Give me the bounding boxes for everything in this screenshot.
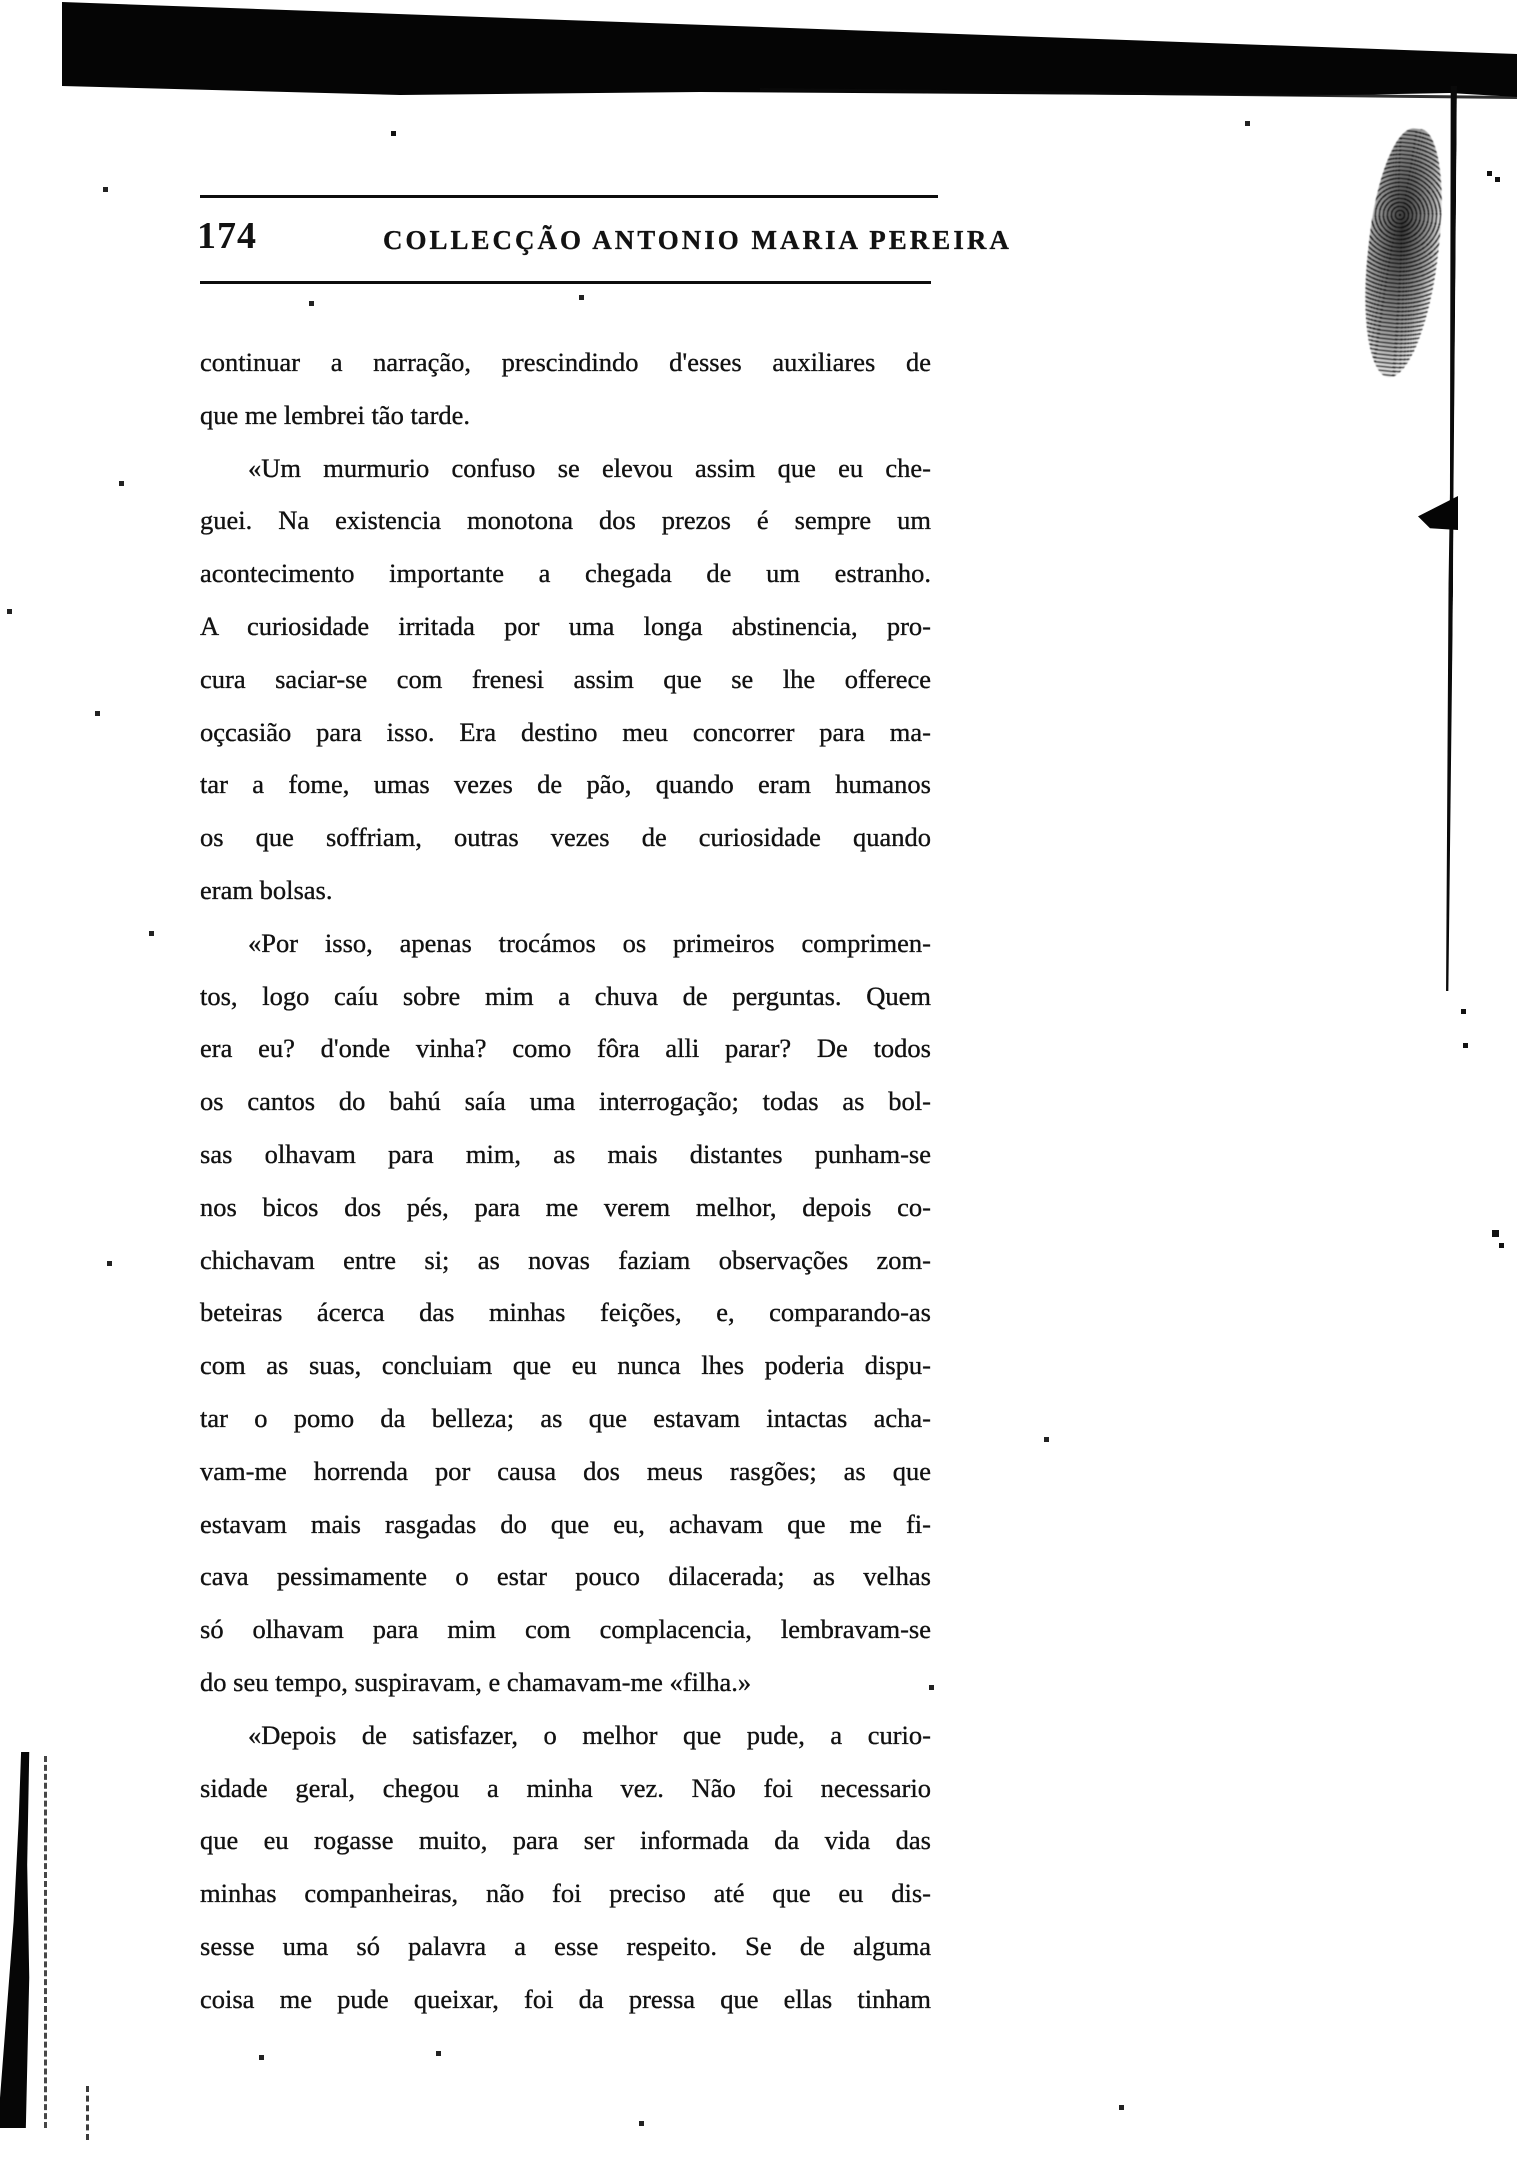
- scan-artifact-bottom-left-streak: [0, 1752, 34, 2128]
- text-line: só olhavam para mim com complacencia, lembravam-se: [200, 1614, 931, 1645]
- header-rule-top: [200, 195, 938, 198]
- text-line: tar o pomo da belleza; as que estavam intactas acha-: [200, 1402, 931, 1433]
- text-line: eram bolsas.: [200, 874, 333, 905]
- text-line: «Um murmurio confuso se elevou assim que eu che-: [248, 452, 931, 483]
- scan-artifact-dashed-line: [86, 2086, 89, 2140]
- text-line: cura saciar-se com frenesi assim que se lhe offerece: [200, 663, 931, 694]
- text-line: cava pessimamente o estar pouco dilacerada; as velhas: [200, 1561, 931, 1592]
- text-line: do seu tempo, suspiravam, e chamavam-me «filha.»: [200, 1666, 752, 1697]
- text-line: vam-me horrenda por causa dos meus rasgões; as que: [200, 1455, 931, 1486]
- text-line: que eu rogasse muito, para ser informada da vida das: [200, 1825, 931, 1856]
- scan-artifact-arrow-mark: [1418, 496, 1458, 530]
- scan-noise-specks: [0, 0, 3, 3]
- text-line: A curiosidade irritada por uma longa abstinencia, pro-: [200, 610, 931, 641]
- text-line: tar a fome, umas vezes de pão, quando eram humanos: [200, 769, 931, 800]
- text-line: tos, logo caíu sobre mim a chuva de perguntas. Quem: [200, 980, 931, 1011]
- text-line: com as suas, concluiam que eu nunca lhes poderia dispu-: [200, 1350, 931, 1381]
- text-line: nos bicos dos pés, para me verem melhor, depois co-: [200, 1191, 931, 1222]
- text-line: «Por isso, apenas trocámos os primeiros comprimen-: [248, 927, 931, 958]
- text-line: guei. Na existencia monotona dos prezos é sempre um: [200, 505, 931, 536]
- scan-artifact-dashed-line: [44, 1756, 47, 2128]
- text-line: chichavam entre si; as novas faziam observações zom-: [200, 1244, 931, 1275]
- text-line: os que soffriam, outras vezes de curiosidade quando: [200, 822, 931, 853]
- text-line: era eu? d'onde vinha? como fôra alli parar? De todos: [200, 1033, 931, 1064]
- text-line: coisa me pude queixar, foi da pressa que ellas tinham: [200, 1983, 931, 2014]
- text-line: sesse uma só palavra a esse respeito. Se de alguma: [200, 1930, 931, 1961]
- text-line: os cantos do bahú saía uma interrogação; todas as bol-: [200, 1086, 931, 1117]
- text-line: «Depois de satisfazer, o melhor que pude, a curio-: [248, 1719, 931, 1750]
- running-title: COLLECÇÃO ANTONIO MARIA PEREIRA: [383, 225, 1012, 255]
- text-line: que me lembrei tão tarde.: [200, 399, 471, 430]
- scan-artifact-right-line: [1443, 86, 1457, 991]
- text-line: minhas companheiras, não foi preciso até que eu dis-: [200, 1878, 931, 1909]
- text-line: beteiras ácerca das minhas feições, e, comparando-as: [200, 1297, 931, 1328]
- body-text: [200, 336, 931, 2026]
- scan-artifact-top-bar: [0, 0, 1517, 130]
- header-rule-bottom: [200, 281, 931, 284]
- text-line: acontecimento importante a chegada de um estranho.: [200, 558, 931, 589]
- text-line: continuar a narração, prescindindo d'esses auxiliares de: [200, 347, 931, 377]
- text-line: oçcasião para isso. Era destino meu concorrer para ma-: [200, 716, 931, 747]
- text-line: sas olhavam para mim, as mais distantes punham-se: [200, 1138, 931, 1169]
- scan-artifact-ink-blob: [1355, 125, 1451, 381]
- page-number: 174: [197, 215, 257, 257]
- text-line: sidade geral, chegou a minha vez. Não foi necessario: [200, 1772, 931, 1803]
- text-line: estavam mais rasgadas do que eu, achavam que me fi-: [200, 1508, 931, 1539]
